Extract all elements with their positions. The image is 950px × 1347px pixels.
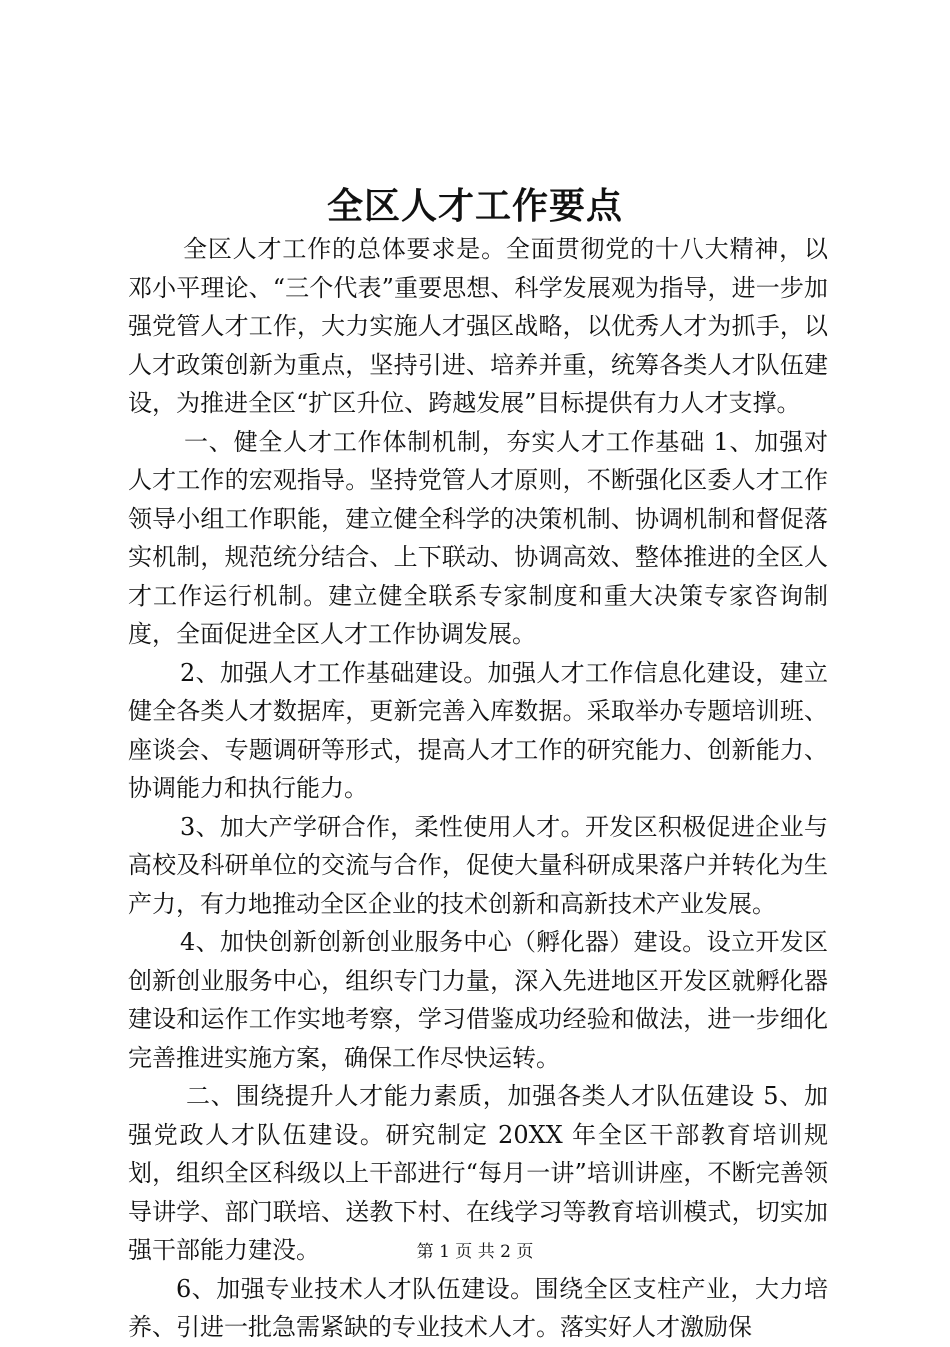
- paragraph-intro: 全区人才工作的总体要求是。全面贯彻党的十八大精神，以邓小平理论、“三个代表”重要思想、科学发展观为指导，进一步加强党管人才工作，大力实施人才强区战略，以优秀人才为抓手，以人才政策创新为重点，坚持引进、培养并重，统筹各类人才队伍建设，为推进全区“扩区升位、跨越发展”目标提供有力人才支撑。: [128, 235, 828, 417]
- document-title: 全区人才工作要点: [326, 185, 623, 227]
- paragraph-item-2: 2、加强人才工作基础建设。加强人才工作信息化建设，建立健全各类人才数据库，更新完善入库数据。采取举办专题培训班、座谈会、专题调研等形式，提高人才工作的研究能力、创新能力、协调能力和执行能力。: [128, 658, 828, 802]
- paragraph-section-1: 一、健全人才工作体制机制，夯实人才工作基础 1、加强对人才工作的宏观指导。坚持党管人才原则，不断强化区委人才工作领导小组工作职能，建立健全科学的决策机制、协调机制和督促落实机制，规范统分结合、上下联动、协调高效、整体推进的全区人才工作运行机制。建立健全联系专家制度和重大决策专家咨询制度，全面促进全区人才工作协调发展。: [128, 427, 828, 648]
- page-number-footer: 第 1 页 共 2 页: [416, 1242, 534, 1262]
- paragraph-item-4: 4、加快创新创新创业服务中心（孵化器）建设。设立开发区创新创业服务中心，组织专门力量，深入先进地区开发区就孵化器建设和运作工作实地考察，学习借鉴成功经验和做法，进一步细化完善推进实施方案，确保工作尽快运转。: [128, 928, 828, 1072]
- paragraph-item-3: 3、加大产学研合作，柔性使用人才。开发区积极促进企业与高校及科研单位的交流与合作，促使大量科研成果落户并转化为生产力，有力地推动全区企业的技术创新和高新技术产业发展。: [128, 812, 828, 918]
- paragraph-item-6: 6、加强专业技术人才队伍建设。围绕全区支柱产业，大力培养、引进一批急需紧缺的专业技术人才。落实好人才激励保: [128, 1274, 828, 1341]
- document-body: [128, 230, 828, 1347]
- paragraph-section-2: 二、围绕提升人才能力素质，加强各类人才队伍建设 5、加强党政人才队伍建设。研究制定 20XX 年全区干部教育培训规划，组织全区科级以上干部进行“每月一讲”培训讲座，不断完善领导讲学、部门联培、送教下村、在线学习等教育培训模式，切实加强干部能力建没。: [128, 1082, 828, 1264]
